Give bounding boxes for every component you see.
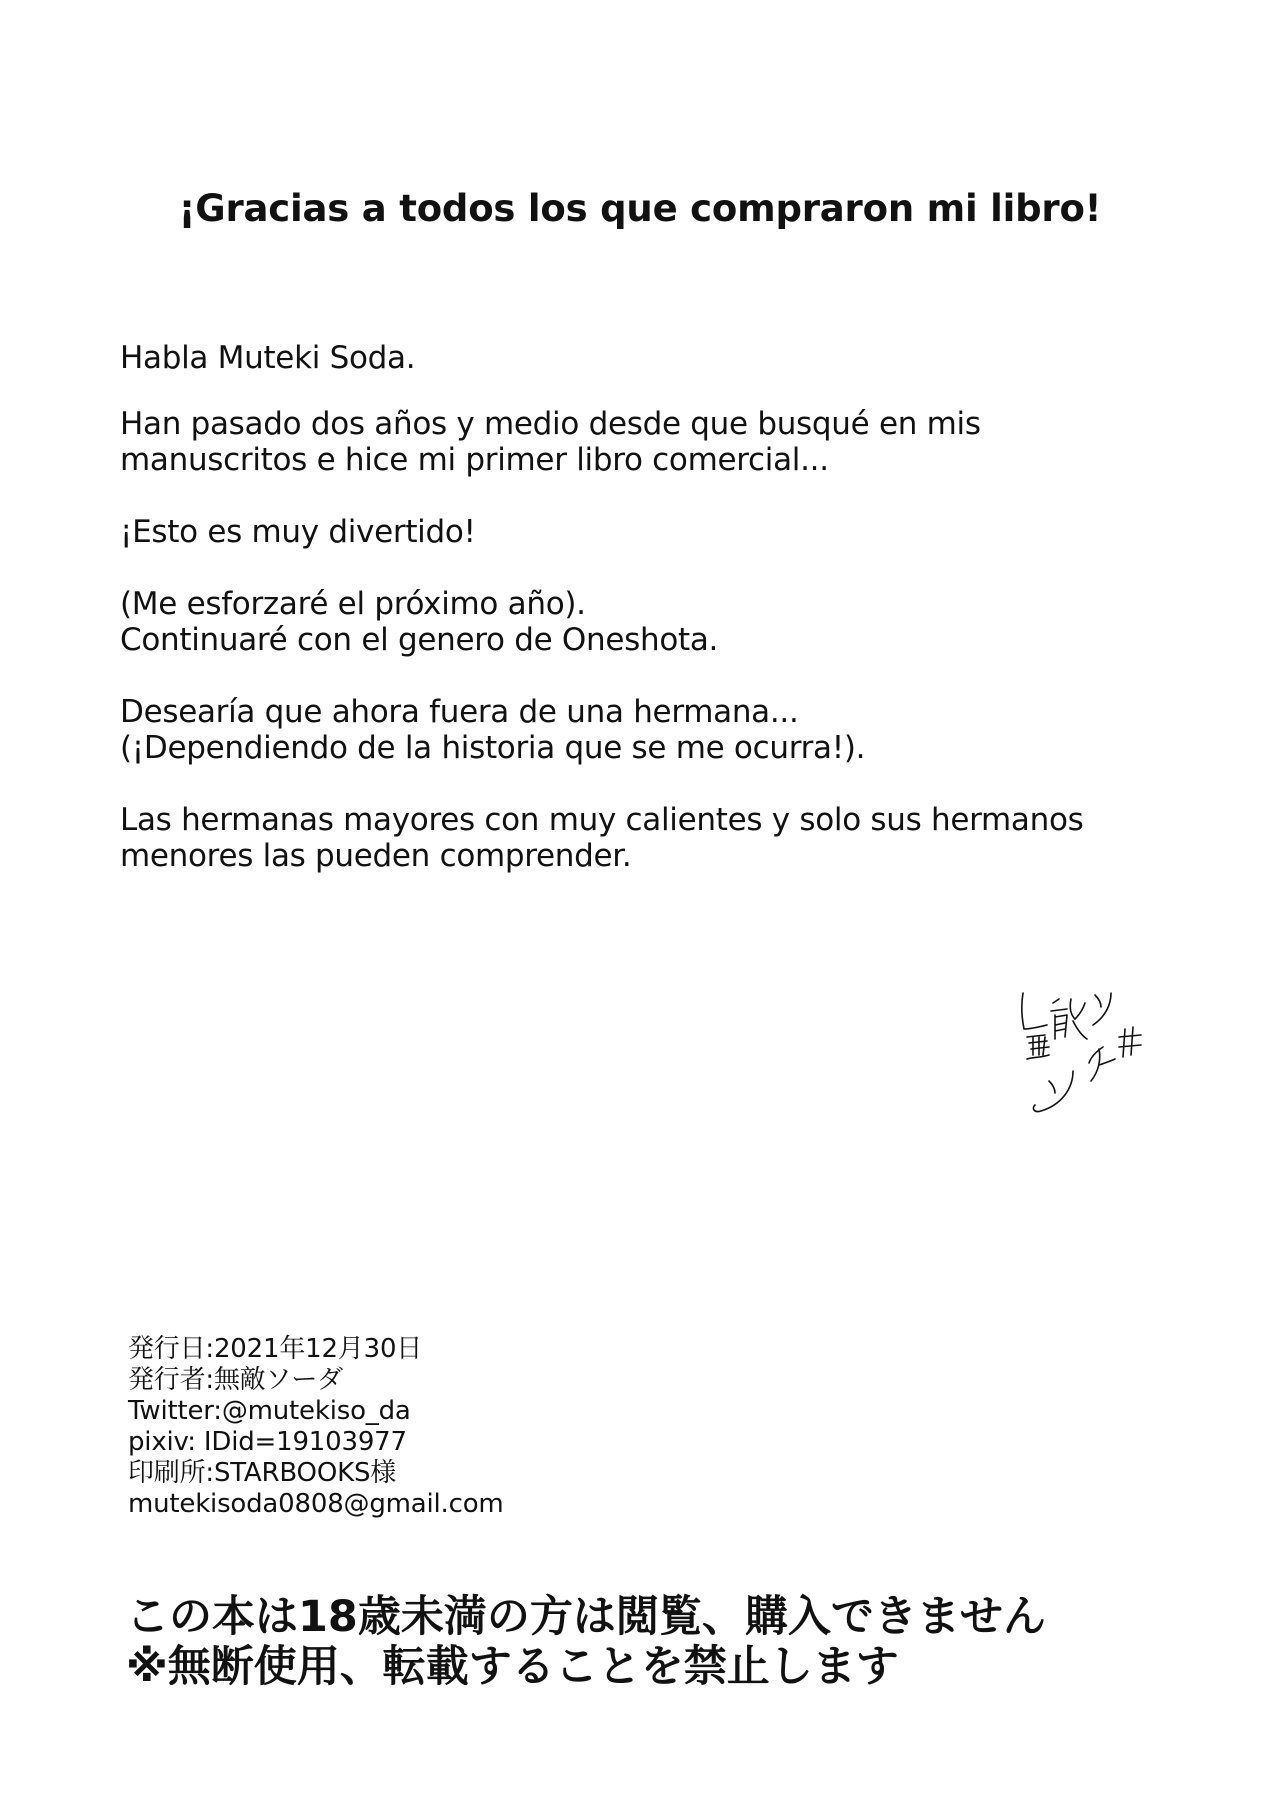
paragraph-line: ¡Esto es muy divertido! — [120, 514, 476, 550]
paragraph-line: Las hermanas mayores con muy calientes y solo sus hermanos — [120, 802, 1084, 838]
paragraph-line: menores las pueden comprender. — [120, 838, 632, 874]
handwritten-signature — [1015, 985, 1155, 1115]
paragraph-line: Desearía que ahora fuera de una hermana... — [120, 694, 799, 730]
publish-date: 発行日:2021年12月30日 — [128, 1334, 423, 1364]
pixiv-id: pixiv: IDid=19103977 — [128, 1427, 407, 1457]
paragraph-fun — [120, 514, 1200, 550]
paragraph-line: Han pasado dos años y medio desde que busqué en mis — [120, 406, 981, 442]
contact-email: mutekisoda0808@gmail.com — [128, 1489, 504, 1519]
legal-notice — [126, 1592, 1226, 1692]
paragraph-greeting — [120, 340, 1200, 376]
paragraph-closing — [120, 802, 1200, 874]
paragraph-plans — [120, 586, 1200, 658]
age-restriction-notice: この本は18歳未満の方は閲覧、購入できません — [126, 1592, 1046, 1642]
copyright-notice: ※無断使用、転載することを禁止します — [126, 1642, 899, 1692]
paragraph-line: manuscritos e hice mi primer libro comercial... — [120, 442, 829, 478]
twitter-handle: Twitter:@mutekiso_da — [128, 1396, 411, 1426]
publisher: 発行者:無敵ソーダ — [128, 1365, 343, 1395]
paragraph-line: (¡Dependiendo de la historia que se me ocurra!). — [120, 730, 866, 766]
paragraph-line: (Me esforzaré el próximo año). — [120, 586, 586, 622]
paragraph-line: Continuaré con el genero de Oneshota. — [120, 622, 719, 658]
printer: 印刷所:STARBOOKS様 — [128, 1458, 397, 1488]
paragraph-history — [120, 406, 1200, 478]
paragraph-wish — [120, 694, 1200, 766]
page-title: ¡Gracias a todos los que compraron mi libro! — [178, 187, 1102, 230]
afterword-body — [120, 340, 1200, 910]
paragraph-line: Habla Muteki Soda. — [120, 340, 416, 376]
colophon — [128, 1334, 728, 1520]
